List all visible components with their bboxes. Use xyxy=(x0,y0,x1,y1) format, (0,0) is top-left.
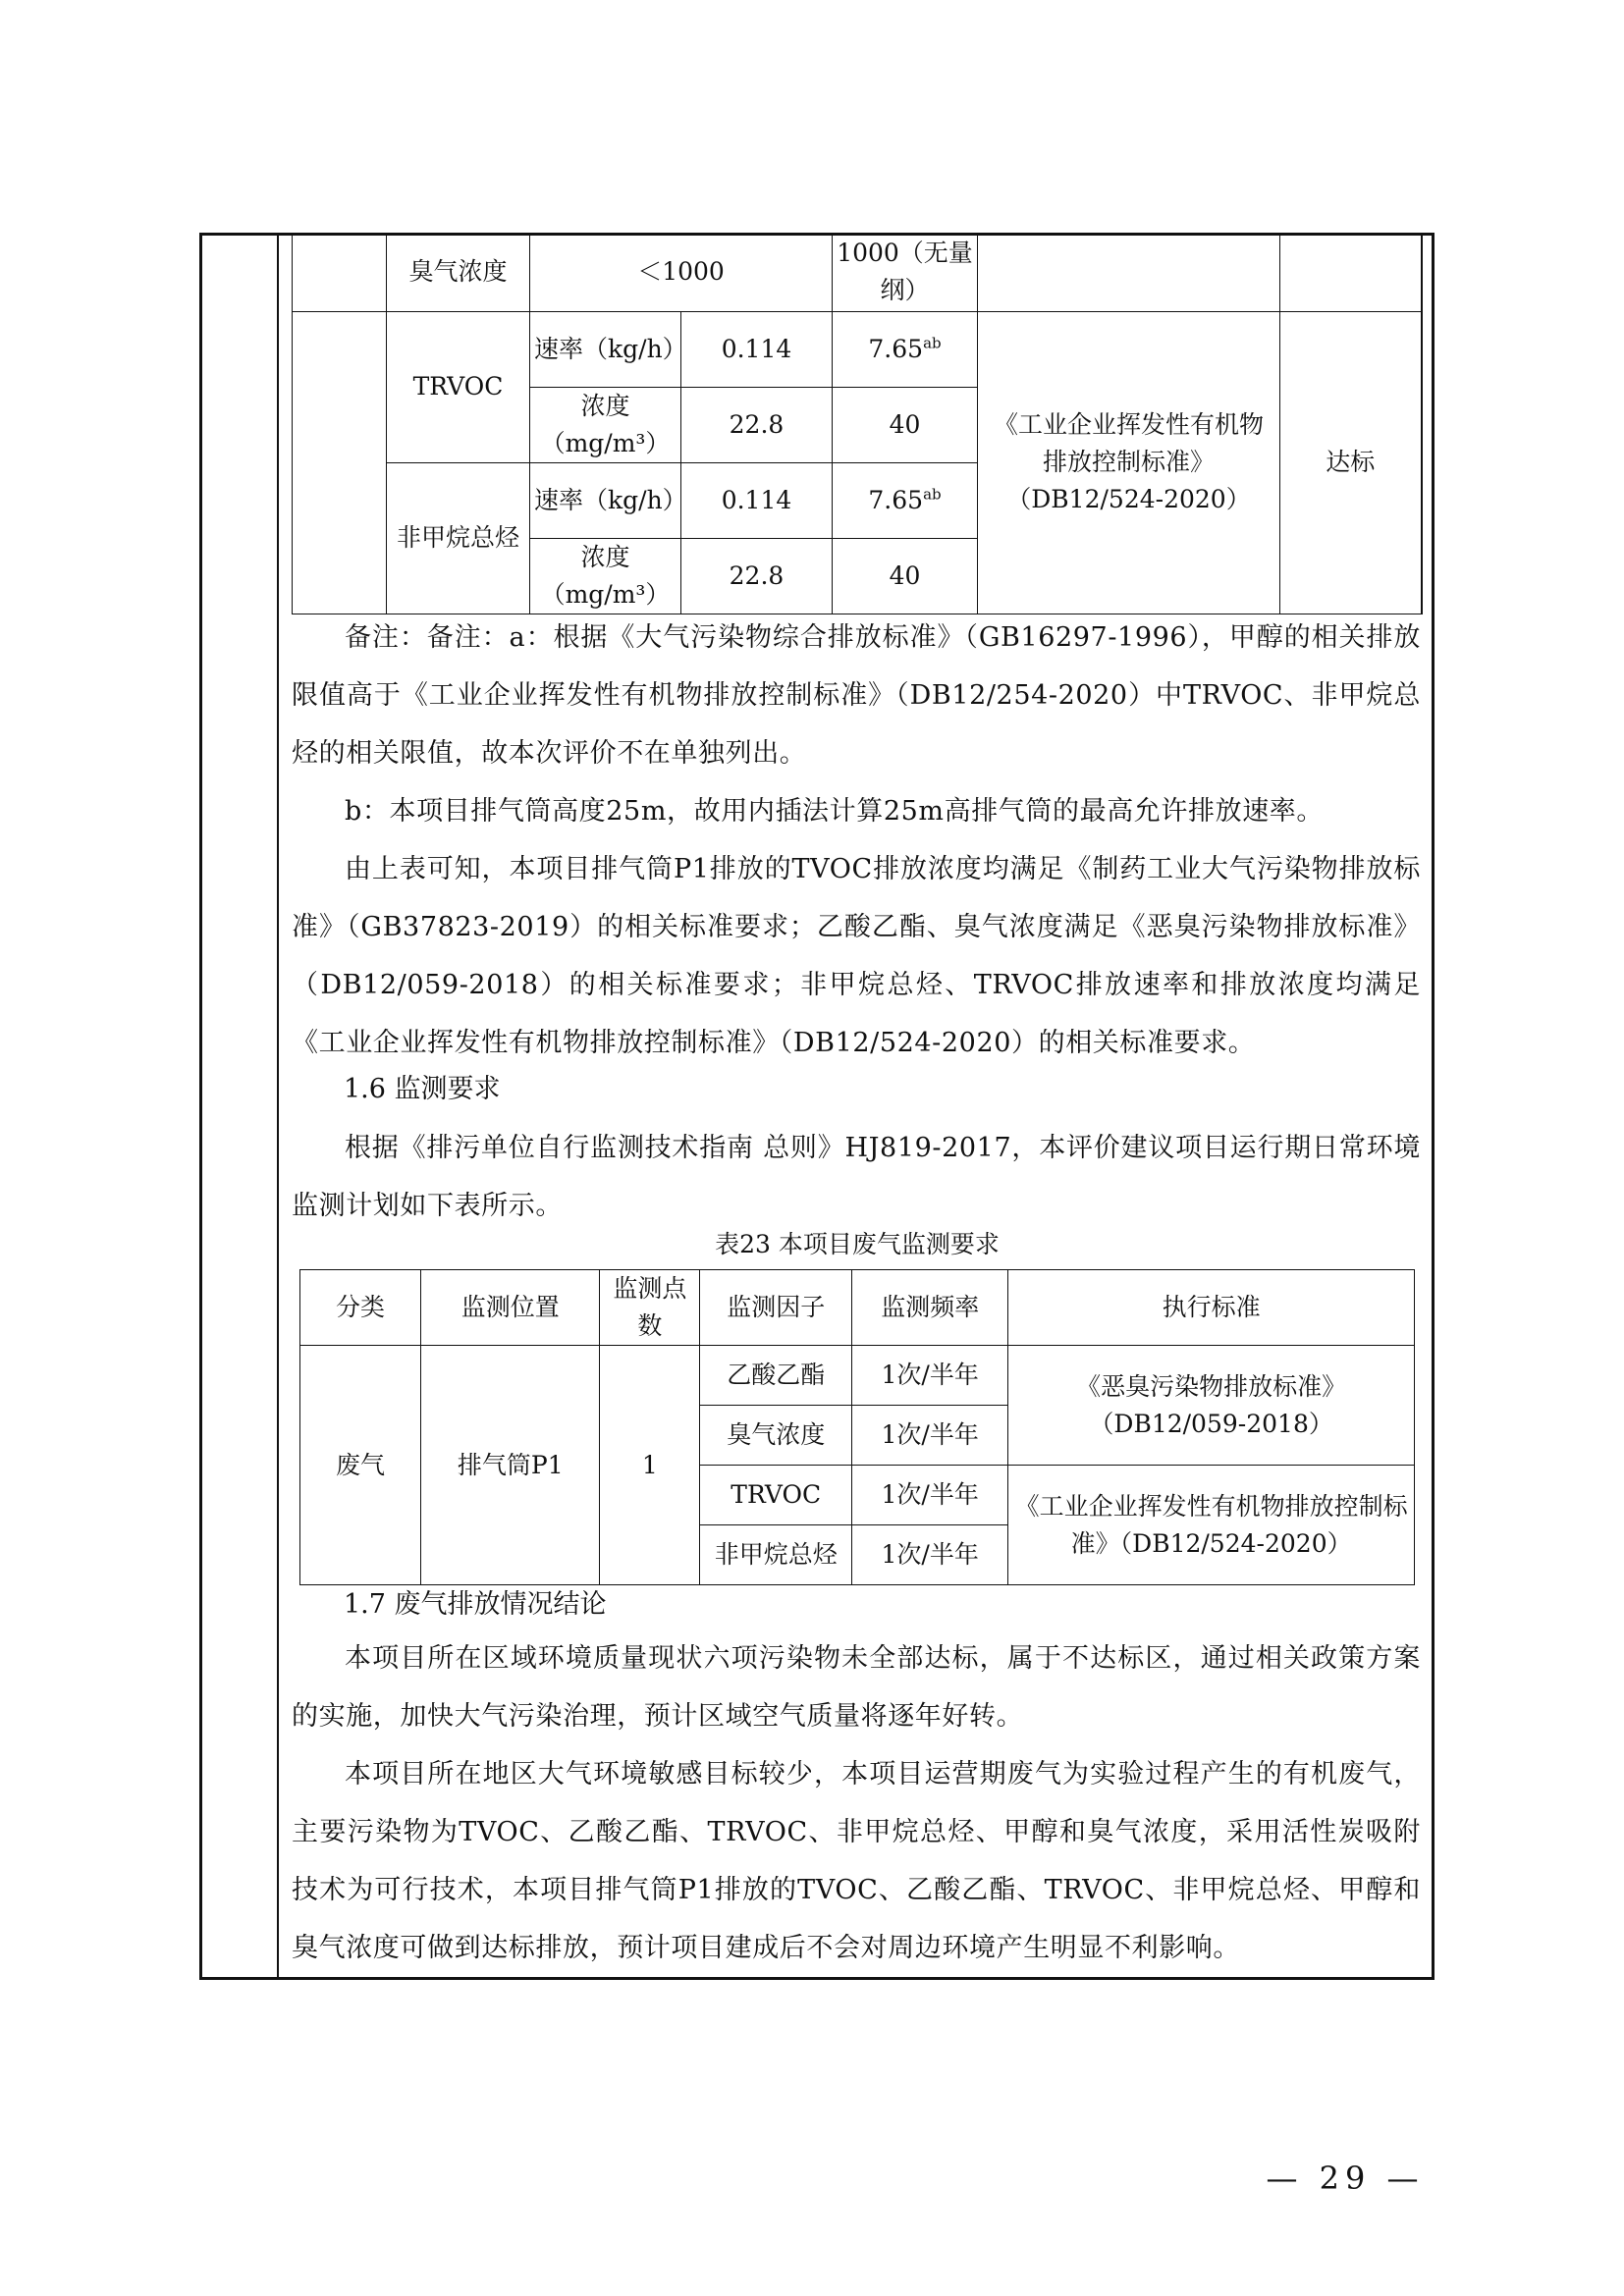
monitoring-table xyxy=(299,1269,1415,1585)
trvoc-rate-value: 0.114 xyxy=(681,311,833,387)
note-a: 备注：备注：a：根据《大气污染物综合排放标准》（GB16297-1996），甲醇的相关排放限值高于《工业企业挥发性有机物排放控制标准》（DB12/254-2020）中TRVOC、非甲烷总烃的相关限值，故本次评价不在单独列出。 xyxy=(292,622,1421,769)
trvoc-rate-limit: 7.65$^{ab}$ xyxy=(833,311,978,387)
section-1-6-text: 根据《排污单位自行监测技术指南 总则》HJ819-2017，本评价建议项目运行期日常环境监测计划如下表所示。 xyxy=(292,1133,1421,1221)
standard-cell: 《恶臭污染物排放标准》（DB12/059-2018） xyxy=(1008,1346,1415,1466)
compliance-result: 达标 xyxy=(1280,311,1422,614)
table23-caption: 表23 本项目废气监测要求 xyxy=(715,1230,1000,1258)
odor-value: ＜1000 xyxy=(530,233,833,311)
trvoc-rate-label: 速率（kg/h） xyxy=(530,311,681,387)
table-conclusion: 由上表可知，本项目排气筒P1排放的TVOC排放浓度均满足《制药工业大气污染物排放标准》（GB37823-2019）的相关标准要求；乙酸乙酯、臭气浓度满足《恶臭污染物排放标准》（DB12/059-2018）的相关标准要求；非甲烷总烃、TRVOC排放速率和排放浓度均满足《工业企业挥发性有机物排放控制标准》（DB12/524-2020）的相关标准要求。 xyxy=(292,854,1421,1058)
nmhc-conc-limit: 40 xyxy=(833,538,978,614)
nmhc-conc-value: 22.8 xyxy=(681,538,833,614)
nmhc-rate-limit: 7.65$^{ab}$ xyxy=(833,462,978,538)
nmhc-label: 非甲烷总烃 xyxy=(387,462,530,614)
header-location: 监测位置 xyxy=(421,1270,600,1346)
factor-cell: TRVOC xyxy=(700,1466,852,1525)
header-standard: 执行标准 xyxy=(1008,1270,1415,1346)
header-category: 分类 xyxy=(300,1270,421,1346)
table-header-row xyxy=(300,1270,1415,1346)
category-cell: 废气 xyxy=(300,1346,421,1585)
header-points: 监测点数 xyxy=(600,1270,700,1346)
section-1-7-heading: 1.7 废气排放情况结论 xyxy=(344,1589,607,1620)
table-row xyxy=(293,311,1422,387)
table-row xyxy=(293,233,1422,311)
trvoc-conc-value: 22.8 xyxy=(681,387,833,462)
frequency-cell: 1次/半年 xyxy=(852,1525,1008,1585)
points-cell: 1 xyxy=(600,1346,700,1585)
note-b: b：本项目排气筒高度25m，故用内插法计算25m高排气筒的最高允许排放速率。 xyxy=(345,796,1324,827)
section-1-6-heading: 1.6 监测要求 xyxy=(344,1074,501,1104)
nmhc-rate-label: 速率（kg/h） xyxy=(530,462,681,538)
factor-cell: 臭气浓度 xyxy=(700,1406,852,1466)
location-cell: 排气筒P1 xyxy=(421,1346,600,1585)
nmhc-conc-label: 浓度（mg/m³） xyxy=(530,538,681,614)
section-1-7-para2: 本项目所在地区大气环境敏感目标较少，本项目运营期废气为实验过程产生的有机废气，主要污染物为TVOC、乙酸乙酯、TRVOC、非甲烷总烃、甲醇和臭气浓度，采用活性炭吸附技术为可行技术，本项目排气筒P1排放的TVOC、乙酸乙酯、TRVOC、非甲烷总烃、甲醇和臭气浓度可做到达标排放，预计项目建成后不会对周边环境产生明显不利影响。 xyxy=(292,1759,1421,1963)
header-factor: 监测因子 xyxy=(700,1270,852,1346)
nmhc-rate-value: 0.114 xyxy=(681,462,833,538)
standard-cell: 《工业企业挥发性有机物排放控制标准》（DB12/524-2020） xyxy=(1008,1466,1415,1585)
trvoc-label: TRVOC xyxy=(387,311,530,462)
frequency-cell: 1次/半年 xyxy=(852,1346,1008,1406)
trvoc-conc-limit: 40 xyxy=(833,387,978,462)
odor-limit: 1000（无量纲） xyxy=(833,233,978,311)
factor-cell: 乙酸乙酯 xyxy=(700,1346,852,1406)
odor-label: 臭气浓度 xyxy=(387,233,530,311)
frequency-cell: 1次/半年 xyxy=(852,1466,1008,1525)
frequency-cell: 1次/半年 xyxy=(852,1406,1008,1466)
trvoc-conc-label: 浓度（mg/m³） xyxy=(530,387,681,462)
emission-standard-table xyxy=(292,233,1423,614)
table-row xyxy=(300,1346,1415,1406)
page-number: — 29 — xyxy=(1266,2160,1425,2197)
frame-inner-column-line xyxy=(277,233,279,1980)
header-frequency: 监测频率 xyxy=(852,1270,1008,1346)
voc-standard: 《工业企业挥发性有机物排放控制标准》（DB12/524-2020） xyxy=(978,311,1280,614)
section-1-7-para1: 本项目所在区域环境质量现状六项污染物未全部达标，属于不达标区，通过相关政策方案的实施，加快大气污染治理，预计区域空气质量将逐年好转。 xyxy=(292,1643,1421,1732)
factor-cell: 非甲烷总烃 xyxy=(700,1525,852,1585)
